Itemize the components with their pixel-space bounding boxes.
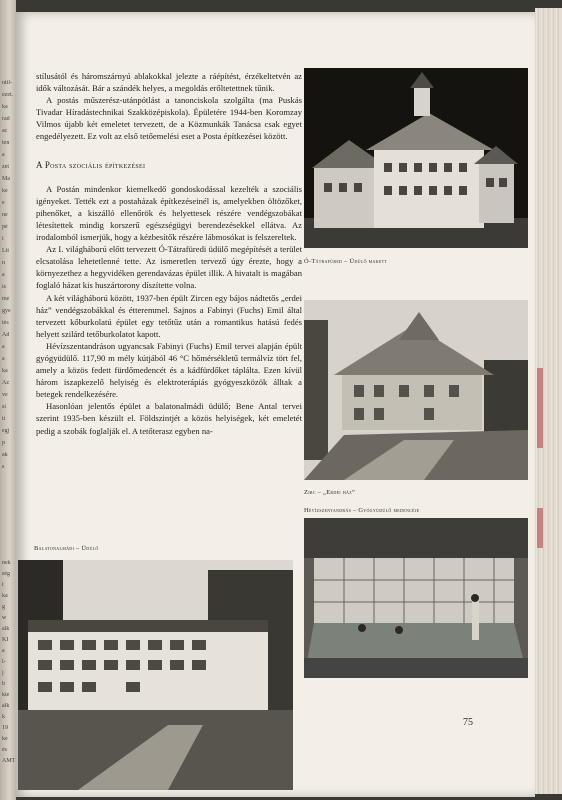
left-page-text-fragment: a — [2, 344, 5, 350]
left-page-text-fragment: KI — [2, 637, 9, 643]
left-page-text-fragment: pé — [2, 224, 8, 230]
left-page-text-fragment: p — [2, 440, 5, 446]
left-page-text-fragment: a — [2, 356, 5, 362]
left-page-text-fragment: gye — [2, 308, 11, 314]
left-page-text-fragment: ke — [2, 736, 8, 742]
left-page-text-fragment: ve — [2, 392, 8, 398]
left-page-text-fragment: rad — [2, 116, 10, 122]
left-page-text-fragment: zet — [2, 164, 9, 170]
paragraph: A két világháború között, 1937-ben épült Zircen egy bájos nádtetős „erdei ház” vendégszobákkal és étteremmel. Sajnos a Fabinyi (Fuchs) Emil által tervezett kőburkolatú épület egy tetőtűz után a romantikus hatású fedés helyett szilárd tetőburkolatot kapott. — [36, 292, 302, 339]
left-page-text-fragment: t — [2, 582, 4, 588]
left-page-text-fragment: g — [2, 604, 5, 610]
paragraph: A Postán mindenkor kiemelkedő gondoskodással kezelték a szociális igényeket. Tették ezt a postaházak építkezéseinél is, amelyekben öltözőket, pihenőket, a kiszálló ellenőrök és helyettesek részére vendégszobákat létesítettek mindig korszerű egészségügyi berendezésekkel ellátva. Az irodalomból ismerjük, hogy a kézbesítők részére lábmosókat is felszereltek. — [36, 183, 302, 243]
left-page-text-fragment: k — [2, 714, 5, 720]
left-page-text-fragment: j — [2, 670, 4, 676]
left-page-text-fragment: alk — [2, 626, 10, 632]
left-page-text-fragment: me — [2, 296, 10, 302]
left-page-text-fragment: alk — [2, 703, 10, 709]
left-page-text-fragment: tés — [2, 320, 9, 326]
book-page — [16, 12, 535, 797]
left-page-text-fragment: ség — [2, 571, 10, 577]
caption-zirc: Zirc – „Erdei ház” — [304, 489, 356, 496]
paragraph: Hévízszentandráson ugyancsak Fabinyi (Fuchs) Emil tervei alapján épült gyógyüdülő. 117,90 m mély kútjából 46 °C hőmérsékletű termálvíz tört fel, amely a közös fedett fürdőmedencét és a kádfürdőket táplálta. Ezen kívül három iszapkezelő helyiség és elektroterápiás gyógyeszközök álltak a betegek rendelkezésére. — [36, 340, 302, 400]
left-page-text-fragment: ka — [2, 104, 8, 110]
section-heading: A Posta szociális építkezései — [36, 159, 146, 170]
left-page-text-fragment: egj — [2, 428, 10, 434]
left-page-text-fragment: ntil- — [2, 80, 12, 86]
left-page-text-fragment: e — [2, 200, 5, 206]
left-page-text-fragment: AMT — [2, 758, 16, 764]
left-page-text-fragment: l- — [2, 659, 6, 665]
paragraph: Az I. világháború előtt tervezett Ó-Tátrafüredi üdülő megépítését a terület elcsatolása lehetetlenné tette. Az ismeretlen tervező úgy érezte, hogy a környezethez a hegyvidéken gerendavázas épület illik. A hivatalt is magában foglaló házat kis huszártorony díszítette volna. — [36, 244, 302, 291]
caption-heviz: Hévízszentandrás – Gyógyüdülő medencéje — [304, 507, 420, 514]
heviz-pool-photo — [304, 518, 528, 678]
left-page-text-fragment: kie — [2, 692, 10, 698]
left-page-text-fragment: ak — [2, 452, 8, 458]
left-page-text-fragment: tí — [2, 416, 6, 422]
left-page-text-fragment: si — [2, 404, 7, 410]
left-page-text-fragment: Ma — [2, 176, 10, 182]
left-page-text-fragment: 19 — [2, 725, 8, 731]
left-page-text-fragment: ka — [2, 593, 8, 599]
left-page-text-fragment: ke — [2, 188, 8, 194]
left-page-text-fragment: a — [2, 648, 5, 654]
left-page-text-fragment: és — [2, 747, 7, 753]
tatrafured-model-photo — [304, 68, 528, 248]
left-page-text-fragment: is — [2, 284, 7, 290]
left-page-text-fragment: i — [2, 236, 4, 242]
left-page-text-fragment: ne — [2, 212, 8, 218]
left-page-text-fragment: b — [2, 681, 5, 687]
zirc-erdei-haz-photo — [304, 300, 528, 480]
left-page-text-fragment: ten — [2, 140, 10, 146]
left-page-text-fragment: nek — [2, 560, 11, 566]
left-page-text-fragment: Az — [2, 380, 9, 386]
balatonalmadi-photo — [18, 560, 293, 790]
page-number: 75 — [463, 717, 473, 728]
caption-balatonalmadi: Balatonalmádi – Üdülő — [34, 545, 99, 552]
left-page-text-fragment: a — [2, 152, 5, 158]
left-page-text-fragment: ac — [2, 128, 8, 134]
left-page-text-fragment: Lit — [2, 248, 9, 254]
left-page-text-fragment: s — [2, 464, 5, 470]
left-page-text-fragment: n — [2, 260, 5, 266]
left-page-text-fragment: Ad — [2, 332, 10, 338]
left-page-text-fragment: a — [2, 272, 5, 278]
paragraph: stílusától és háromszárnyú ablakokkal jelezte a ráépítést, érzékeltetvén az idők változását. Bár a szándék helyes, a megoldás erőltetettnek tűnik. — [36, 71, 302, 94]
caption-tatrafured: Ó-Tátrafüred – Üdülő makett — [304, 258, 388, 265]
left-page-text-fragment: ezet. — [2, 92, 14, 98]
paragraph: A postás műszerész-utánpótlást a tanonciskola szolgálta (ma Puskás Tivadar Híradástechnikai Szakközépiskola). Épületére 1944-ben Koromzay Vilmos újabb két emeletet tervezett, de a Közmunkák Tanácsa csak egyet engedélyezett. Ez volt az első tetőemelési eset a Posta építkezései között. — [36, 95, 302, 142]
paragraph: Hasonlóan jelentős épület a balatonalmádi üdülő; Bene Antal tervei szerint 1935-ben készült el. Földszintjét a közös helyiségek, két emeletét pedig a szobák foglalják el. A tetőterasz egyben na- — [36, 401, 302, 436]
body-text-column — [36, 70, 302, 437]
left-page-text-fragment: ka — [2, 368, 8, 374]
left-page-edge — [0, 0, 16, 800]
page-stack-edge — [535, 8, 562, 794]
left-page-text-fragment: w — [2, 615, 7, 621]
